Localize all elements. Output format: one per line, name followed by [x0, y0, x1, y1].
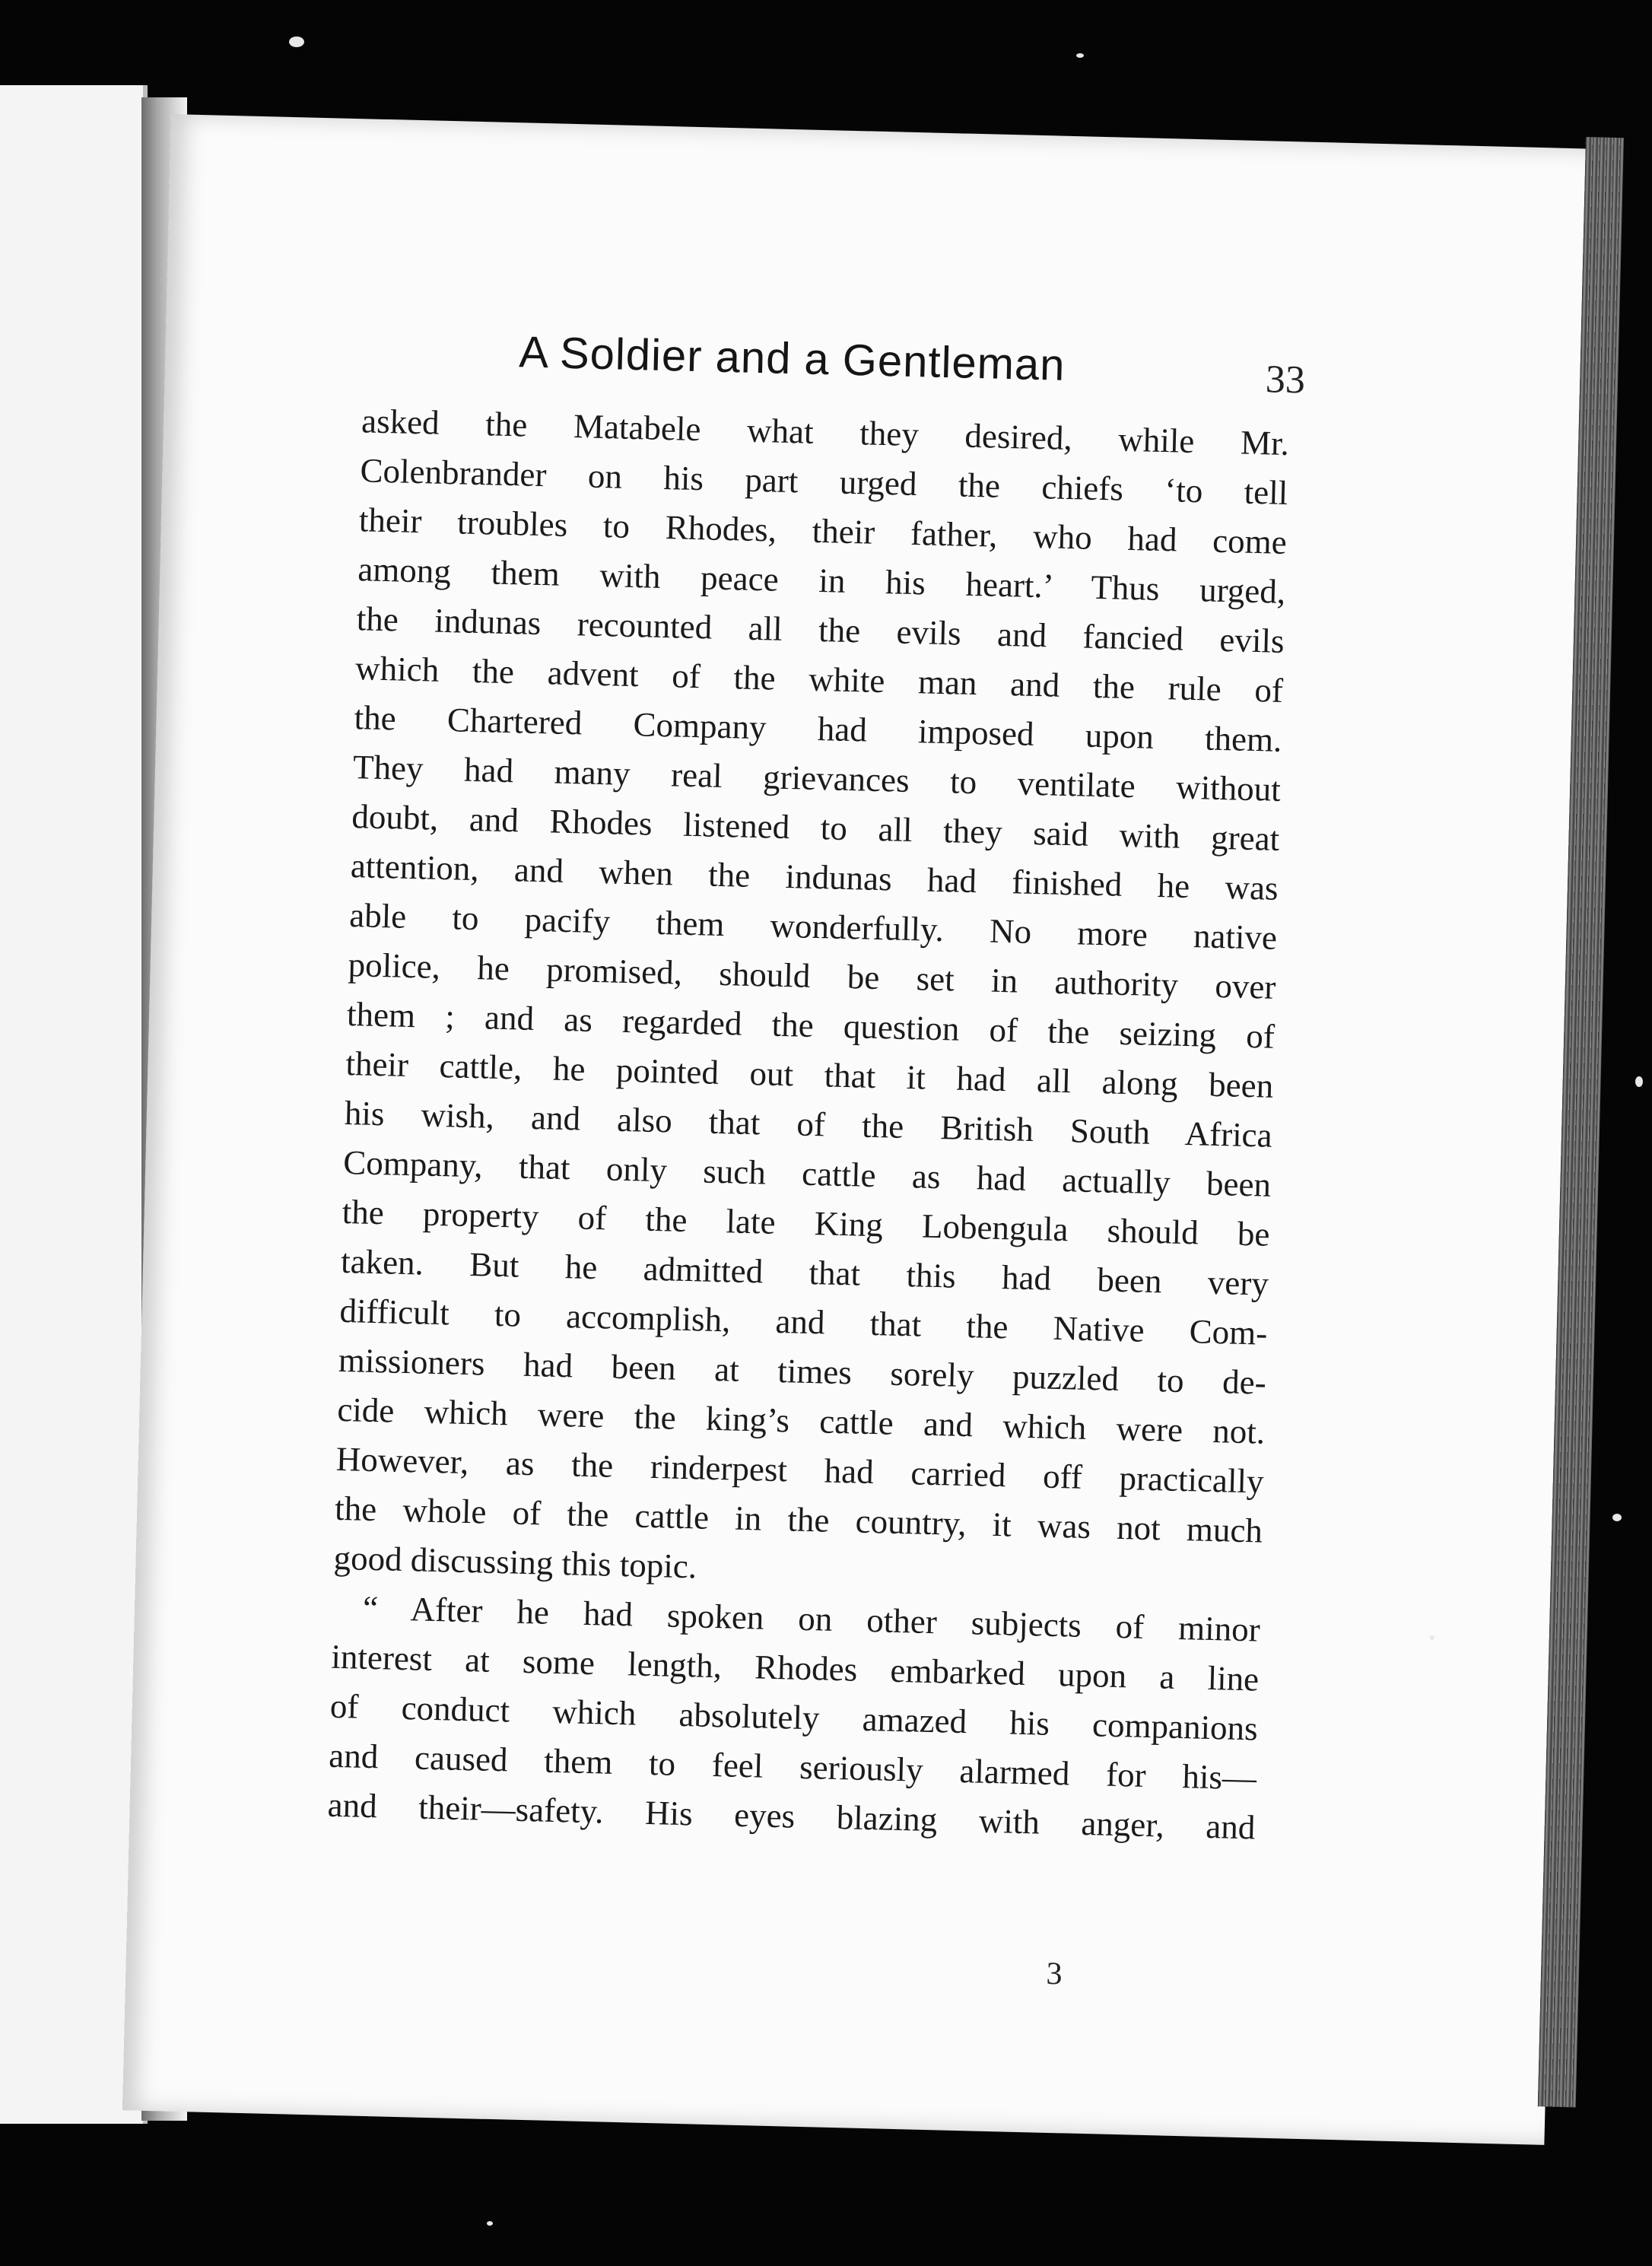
text-line: good discussing this topic.	[333, 1538, 697, 1586]
text-line: of conduct which absolutely amazed his companions	[329, 1686, 1259, 1748]
text-line: missioners had been at times sorely puzzled to de-	[338, 1340, 1267, 1402]
text-line: police, he promised, should be set in authority over	[348, 945, 1277, 1006]
text-line: Colenbrander on his part urged the chiefs ‘to tell	[360, 451, 1288, 513]
dust-speck	[289, 37, 304, 47]
running-head-title: A Soldier and a Gentleman	[518, 327, 1066, 390]
dust-speck	[487, 2221, 493, 2226]
dust-speck	[1430, 1635, 1434, 1640]
text-line: and their—safety. His eyes blazing with anger, and	[327, 1785, 1256, 1847]
text-line: the whole of the cattle in the country, it was not much	[334, 1489, 1263, 1550]
text-line: his wish, and also that of the British South Africa	[344, 1093, 1273, 1155]
text-line: the property of the late King Lobengula should be	[342, 1192, 1271, 1254]
page-number: 33	[1265, 358, 1306, 402]
text-line: attention, and when the indunas had finished he was	[350, 847, 1279, 907]
text-line: their cattle, he pointed out that it had all along been	[345, 1044, 1274, 1105]
text-line: their troubles to Rhodes, their father, who had come	[358, 501, 1288, 561]
previous-page-edge	[0, 85, 148, 2124]
text-line: them ; and as regarded the question of the seizing of	[346, 995, 1276, 1056]
text-line: the Chartered Company had imposed upon them.	[354, 698, 1282, 759]
text-line: which the advent of the white man and the rule of	[354, 649, 1284, 710]
text-line: able to pacify them wonderfully. No more native	[348, 896, 1278, 957]
text-line: difficult to accomplish, and that the Native Com-	[339, 1291, 1268, 1352]
text-line: They had many real grievances to ventilate without	[352, 748, 1282, 809]
text-line: However, as the rinderpest had carried off practically	[335, 1439, 1265, 1501]
book-page	[122, 114, 1593, 2145]
text-line: interest at some length, Rhodes embarked upon a line	[330, 1637, 1260, 1699]
text-line: doubt, and Rhodes listened to all they said with great	[351, 797, 1280, 858]
text-line: the indunas recounted all the evils and fancied evils	[356, 599, 1285, 660]
dust-speck	[1635, 1076, 1643, 1087]
text-line: Company, that only such cattle as had actually been	[342, 1143, 1272, 1204]
text-line: asked the Matabele what they desired, while Mr.	[361, 402, 1290, 463]
text-line: taken. But he admitted that this had been very	[340, 1241, 1269, 1303]
text-line: and caused them to feel seriously alarmed for his—	[328, 1736, 1257, 1797]
signature-mark: 3	[1046, 1956, 1063, 1992]
dust-speck	[1076, 53, 1084, 58]
body-text	[327, 396, 1290, 1852]
text-line: among them with peace in his heart.’ Thus urged,	[357, 550, 1286, 611]
dust-speck	[1612, 1514, 1622, 1521]
text-line: cide which were the king’s cattle and which were not.	[336, 1390, 1266, 1451]
text-line: “ After he had spoken on other subjects of minor	[362, 1588, 1261, 1649]
